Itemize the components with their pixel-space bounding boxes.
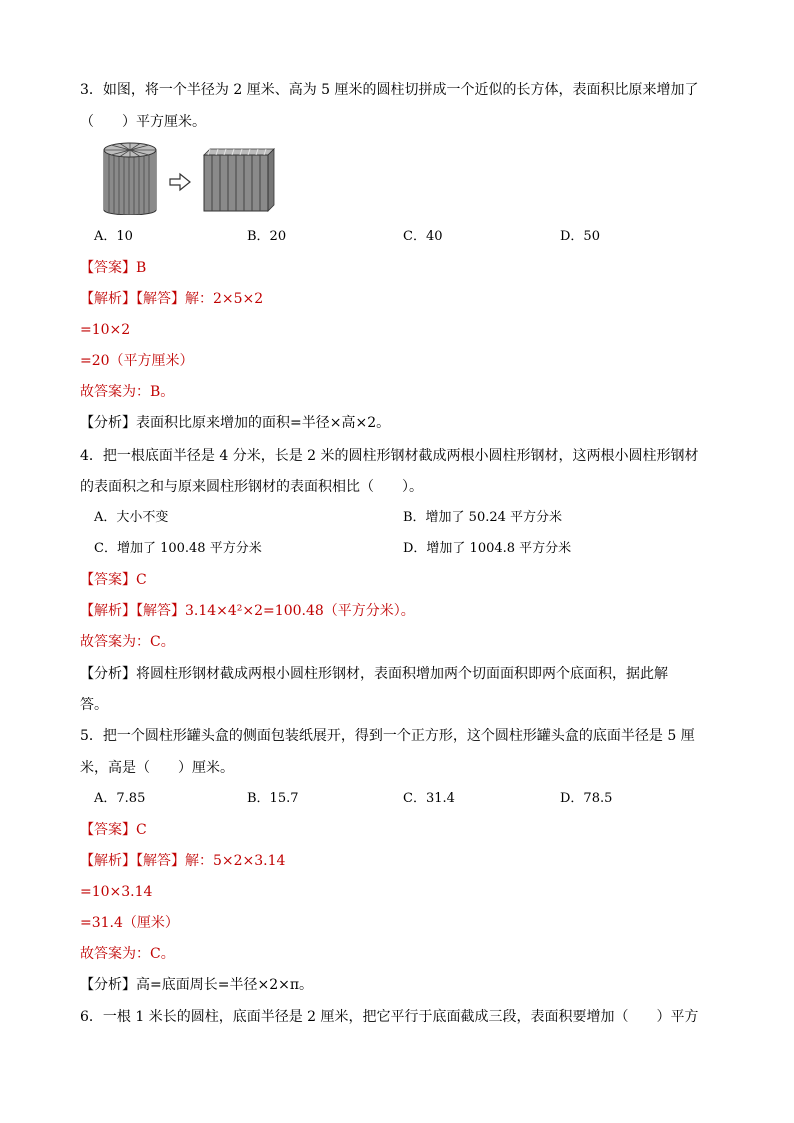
q4-fenxi-text: 将圆柱形钢材截成两根小圆柱形钢材，表面积增加两个切面面积即两个底面积，据此解 (136, 666, 668, 682)
q4-option-c: C．增加了 100.48 平方分米 (94, 541, 262, 556)
q5-fenxi-text: 高=底面周长=半径×2×π。 (136, 977, 314, 993)
answer-tag: 【答案】 (80, 260, 136, 276)
cylinder-image (104, 143, 156, 215)
q4-fenxi-row (80, 664, 668, 684)
q5-option-a: A．7.85 (94, 791, 146, 806)
q3-jiexi-row (80, 289, 263, 309)
q3-step1: =10×2 (80, 322, 131, 338)
q4-conclusion: 故答案为：C。 (80, 634, 175, 650)
q4-option-a: A．大小不变 (94, 510, 169, 525)
q3-stem-line2: （ ）平方厘米。 (80, 114, 206, 130)
answer-tag: 【答案】 (80, 572, 136, 588)
q3-option-c: C．40 (403, 229, 443, 244)
fenxi-tag: 【分析】 (80, 666, 136, 682)
q3-conclusion: 故答案为：B。 (80, 384, 175, 400)
q3-fenxi-text: 表面积比原来增加的面积=半径×高×2。 (136, 415, 391, 431)
q5-fenxi-row (80, 975, 313, 995)
q4-jiexi-row (80, 601, 415, 621)
jiexi-tag: 【解析】【解答】 (80, 291, 185, 307)
q4-stem-line1: 4．把一根底面半径是 4 分米，长是 2 米的圆柱形钢材截成两根小圆柱形钢材，这两根小圆柱形钢材 (80, 448, 699, 464)
q4-answer: C (136, 572, 147, 588)
q5-stem-line1: 5．把一个圆柱形罐头盒的侧面包装纸展开，得到一个正方形，这个圆柱形罐头盒的底面半径是 5 厘 (80, 728, 695, 744)
q4-answer-row (80, 570, 147, 590)
q3-fenxi-row (80, 413, 390, 433)
q4-option-d: D．增加了 1004.8 平方分米 (403, 541, 572, 556)
q5-stem-line2: 米，高是（ ）厘米。 (80, 760, 234, 776)
q3-answer-row (80, 258, 146, 278)
q5-step1: =10×3.14 (80, 884, 153, 900)
q5-answer-row (80, 820, 147, 840)
q4-fenxi-text-cont: 答。 (80, 697, 108, 713)
answer-tag: 【答案】 (80, 822, 136, 838)
q5-answer: C (136, 822, 147, 838)
q3-option-b: B．20 (247, 229, 287, 244)
fenxi-tag: 【分析】 (80, 415, 136, 431)
q5-conclusion: 故答案为：C。 (80, 946, 175, 962)
q4-jiexi-text: 3.14×4²×2=100.48（平方分米）。 (185, 603, 415, 619)
q3-option-a: A．10 (94, 229, 133, 244)
q4-option-b: B．增加了 50.24 平方分米 (403, 510, 563, 525)
fenxi-tag: 【分析】 (80, 977, 136, 993)
jiexi-tag: 【解析】【解答】 (80, 853, 185, 869)
q3-step2: =20（平方厘米） (80, 353, 194, 369)
q5-jiexi-row (80, 851, 285, 871)
q3-stem-line1: 3．如图，将一个半径为 2 厘米、高为 5 厘米的圆柱切拼成一个近似的长方体，表面积比原来增加了 (80, 82, 699, 98)
q6-stem-line1: 6．一根 1 米长的圆柱，底面半径是 2 厘米，把它平行于底面截成三段，表面积要增加（ ）平方 (80, 1009, 699, 1025)
cuboid-image (204, 149, 274, 211)
q3-option-d: D．50 (560, 229, 600, 244)
arrow-right-icon (170, 174, 190, 190)
q5-option-d: D．78.5 (560, 791, 613, 806)
q5-option-b: B．15.7 (247, 791, 299, 806)
q4-stem-line2: 的表面积之和与原来圆柱形钢材的表面积相比（ ）。 (80, 479, 423, 495)
q3-answer: B (136, 260, 147, 276)
q5-jiexi-text: 解：5×2×3.14 (185, 853, 286, 869)
cylinder-to-cuboid-figure (100, 141, 280, 215)
q3-jiexi-text: 解：2×5×2 (185, 291, 264, 307)
jiexi-tag: 【解析】【解答】 (80, 603, 185, 619)
q5-step2: =31.4（厘米） (80, 915, 179, 931)
q5-option-c: C．31.4 (403, 791, 455, 806)
